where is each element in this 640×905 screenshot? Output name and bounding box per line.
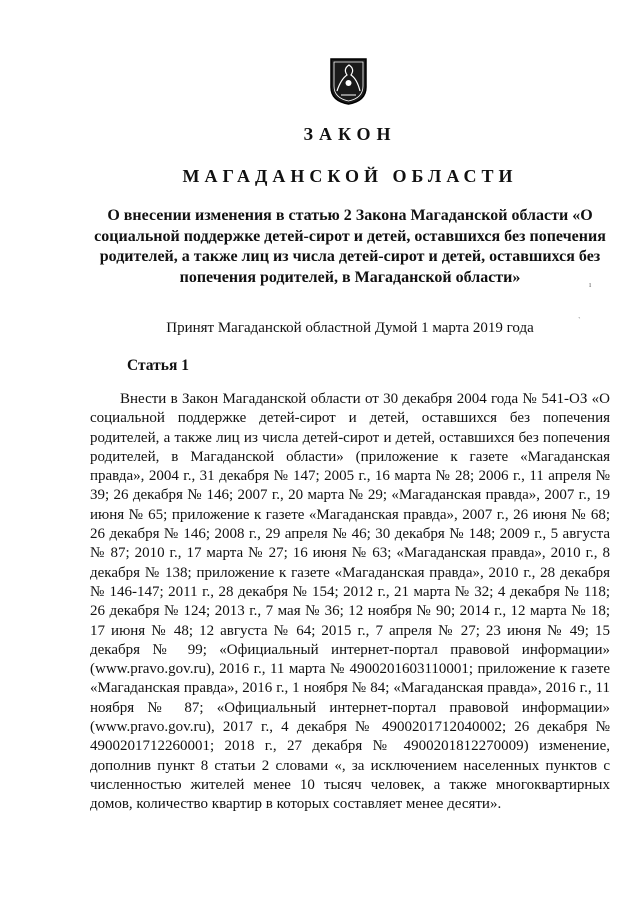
law-subtitle: О внесении изменения в статью 2 Закона Магаданской области «О социальной поддержке детей-сирот и детей, оставшихся без попечения родителей, а также лиц из числа детей-сирот и детей, оставшихся без попечения родителей, в Магаданской области» (94, 207, 606, 286)
adoption-line: Принят Магаданской областной Думой 1 марта 2019 года (166, 320, 534, 336)
scan-mark: ı (589, 280, 592, 289)
scan-mark: ` (578, 316, 581, 325)
region-title: МАГАДАНСКОЙ ОБЛАСТИ (182, 166, 518, 186)
law-title: ЗАКОН (303, 124, 397, 144)
article-heading: Статья 1 (127, 357, 189, 374)
coat-of-arms-icon (329, 57, 368, 106)
article-body: Внести в Закон Магаданской области от 30 декабря 2004 года № 541-ОЗ «О социальной поддержке детей-сирот и детей, оставшихся без попечения родителей, а также лиц из числа детей-сирот и детей, оставшихся без попечения родителей, в Магаданской области» (приложение к газете «Магаданская правда», 2004 г., 31 декабря № 147; 2005 г., 16 марта № 28; 2006 г., 11 апреля № 39; 26 декабря № 146; 2007 г., 20 марта № 29; «Магаданская правда», 2007 г., 19 июня № 65; приложение к газете «Магаданская правда», 2007 г., 26 июня № 68; 26 декабря № 146; 2008 г., 29 апреля № 46; 30 декабря № 148; 2009 г., 5 августа № 87; 2010 г., 17 марта № 27; 16 июня № 63; «Магаданская правда», 2010 г., 8 декабря № 138; приложение к газете «Магаданская правда», 2010 г., 28 декабря № 146-147; 2011 г., 28 декабря № 154; 2012 г., 21 марта № 32; 4 декабря № 118; 26 декабря № 124; 2013 г., 7 мая № 36; 12 ноября № 90; 2014 г., 12 марта № 18; 17 июня № 48; 12 августа № 64; 2015 г., 7 апреля № 27; 23 июня № 49; 15 декабря № 99; «Официальный интернет-портал правовой информации» (www.pravo.gov.ru), 2016 г., 11 марта № 4900201603110001; приложение к газете «Магаданская правда», 2016 г., 1 ноября № 84; «Магаданская правда», 2016 г., 11 ноября № 87; «Официальный интернет-портал правовой информации» (www.pravo.gov.ru), 2017 г., 4 декабря № 4900201712040002; 26 декабря № 4900201712260001; 2018 г., 27 декабря № 4900201812270009) изменение, дополнив пункт 8 статьи 2 словами «, за исключением населенных пунктов с численностью жителей менее 10 тысяч человек, а также многоквартирных домов, количество квартир в которых составляет менее десяти». (90, 391, 610, 813)
